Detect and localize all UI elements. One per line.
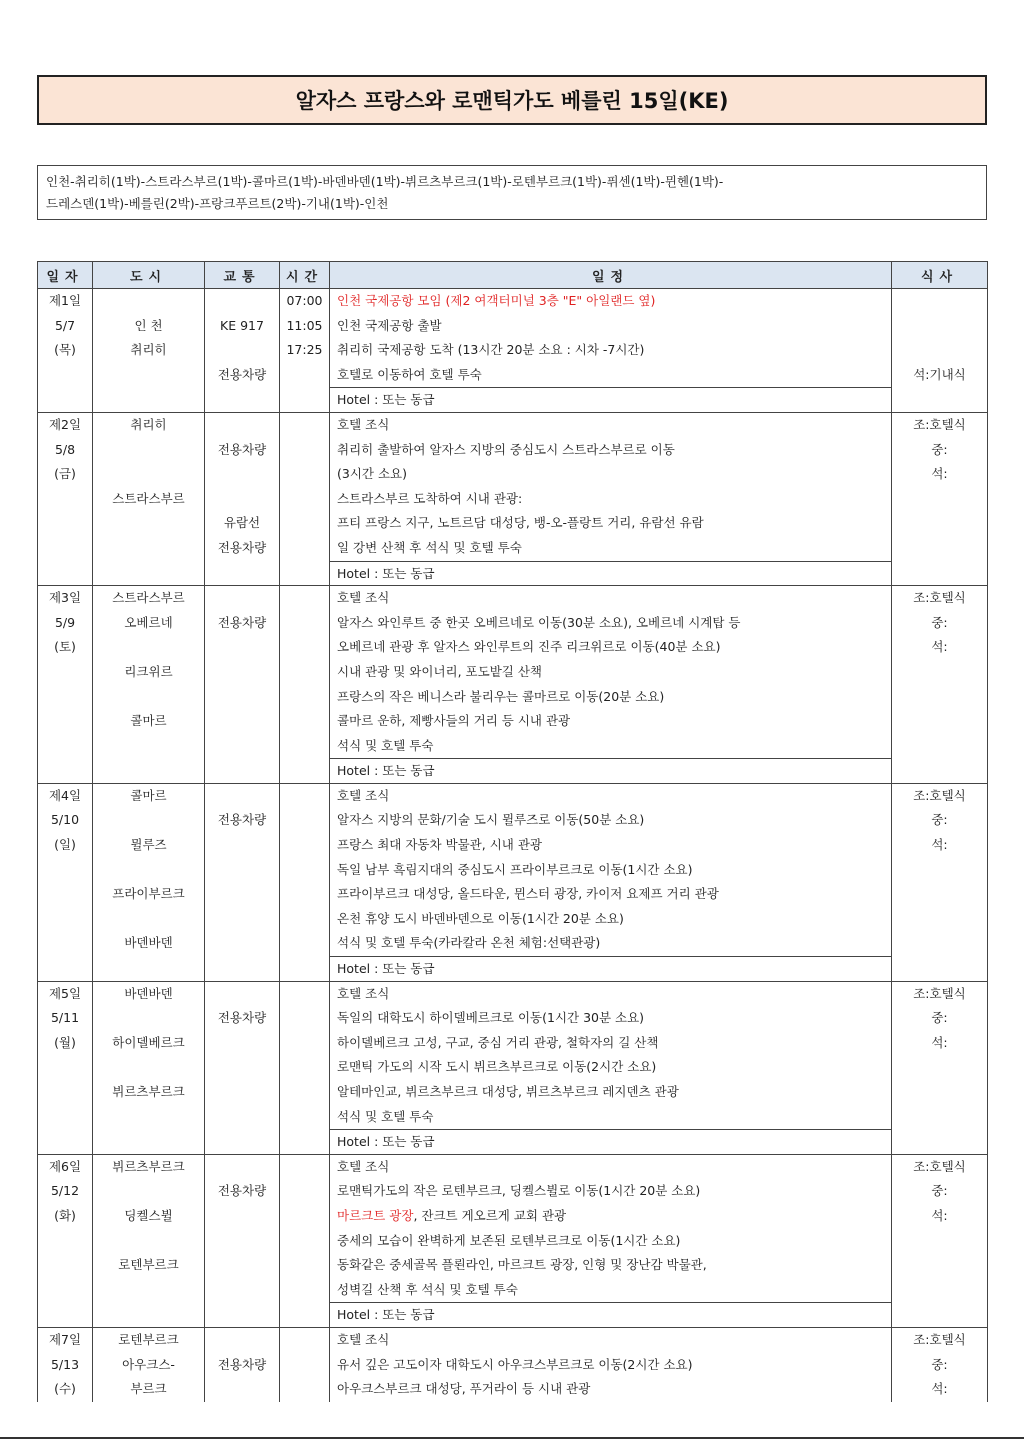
transport-cell xyxy=(205,1327,280,1401)
schedule-line: 동화같은 중세골목 플뢴라인, 마르크트 광장, 인형 및 장난감 박물관, xyxy=(337,1257,707,1273)
schedule-line: 프랑스의 작은 베니스라 불리우는 콜마르로 이동(20분 소요) xyxy=(337,688,665,704)
schedule-line: 호텔 조식 xyxy=(337,1158,390,1174)
day-cell xyxy=(38,981,93,1154)
meal-cell-line: 석:기내식 xyxy=(913,366,966,382)
day-cell-line: 제7일 xyxy=(48,1331,82,1347)
transport-cell xyxy=(205,289,280,413)
city-cell-line: 스트라스부르 xyxy=(112,590,185,606)
schedule-line: 독일의 대학도시 하이델베르크로 이동(1시간 30분 소요) xyxy=(337,1010,645,1026)
meal-cell-line: 석: xyxy=(931,639,948,655)
city-cell-line xyxy=(93,734,204,759)
day-cell-line: (토) xyxy=(54,639,76,655)
transport-cell xyxy=(205,586,280,784)
time-cell-line: 17:25 xyxy=(286,342,323,358)
city-cell-line xyxy=(93,438,204,463)
day-cell-line: 제6일 xyxy=(48,1158,82,1174)
hotel-line: Hotel : 또는 동급 xyxy=(330,387,891,412)
schedule-line: 호텔로 이동하여 호텔 투숙 xyxy=(337,366,482,382)
schedule-line: 시내 관광 및 와이너리, 포도밭길 산책 xyxy=(337,663,542,679)
header-city: 도시 xyxy=(93,262,205,289)
schedule-line: 석식 및 호텔 투숙(카라칼라 온천 체험:선택관광) xyxy=(337,935,601,951)
city-cell xyxy=(93,1154,205,1327)
city-cell-line xyxy=(93,1006,204,1031)
meal-cell-line xyxy=(892,289,987,314)
city-cell-line: 뮐루즈 xyxy=(130,837,167,853)
city-cell-line: 하이델베르크 xyxy=(112,1034,185,1050)
meal-cell xyxy=(892,783,988,981)
schedule-line: 호텔 조식 xyxy=(337,416,390,432)
city-cell-line xyxy=(93,858,204,883)
transport-cell-line xyxy=(205,1155,279,1180)
transport-cell xyxy=(205,981,280,1154)
meal-cell xyxy=(892,1154,988,1327)
schedule-line: 호텔 조식 xyxy=(337,590,390,606)
itinerary-title: 알자스 프랑스와 로맨틱가도 베를린 15일(KE) xyxy=(37,75,987,125)
transport-cell xyxy=(205,1154,280,1327)
city-cell-line: 프라이부르크 xyxy=(112,886,185,902)
city-cell-line xyxy=(93,561,204,586)
city-cell-line xyxy=(93,1302,204,1327)
meal-cell-line: 조:호텔식 xyxy=(913,985,966,1001)
schedule-table xyxy=(37,261,988,1402)
city-cell-line: 바덴바덴 xyxy=(124,935,173,951)
transport-cell-line xyxy=(205,561,279,586)
transport-cell-line xyxy=(205,982,279,1007)
city-cell-line: 스트라스부르 xyxy=(112,490,185,506)
city-cell-line: 인 천 xyxy=(134,317,163,333)
transport-cell xyxy=(205,412,280,585)
city-cell-line: 로텐부르크 xyxy=(118,1331,179,1347)
day-cell-line: 제3일 xyxy=(48,590,82,606)
table-header-row xyxy=(38,262,988,289)
table-row xyxy=(38,981,988,1154)
time-cell-line: 11:05 xyxy=(286,317,323,333)
city-cell-line: 취리히 xyxy=(130,416,167,432)
schedule-line: 로맨틱 가도의 시작 도시 뷔르츠부르크로 이동(2시간 소요) xyxy=(337,1059,657,1075)
header-time: 시간 xyxy=(280,262,330,289)
header-transport: 교통 xyxy=(205,262,280,289)
schedule-line: 중세의 모습이 완벽하게 보존된 로텐부르크로 이동(1시간 소요) xyxy=(337,1232,681,1248)
route-line-2: 드레스덴(1박)-베를린(2박)-프랑크푸르트(2박)-기내(1박)-인천 xyxy=(46,196,389,211)
city-cell xyxy=(93,586,205,784)
schedule-line: 프티 프랑스 지구, 노트르담 대성당, 뱅-오-플랑트 거리, 유람선 유람 xyxy=(337,515,704,531)
transport-cell-line: 전용차량 xyxy=(217,539,267,555)
schedule-line xyxy=(330,1204,891,1229)
transport-cell-line xyxy=(205,487,279,512)
schedule-line: 성벽길 산책 후 석식 및 호텔 투숙 xyxy=(337,1281,518,1297)
city-cell-line: 취리히 xyxy=(130,342,167,358)
schedule-line: 인천 국제공항 출발 xyxy=(337,317,442,333)
table-row xyxy=(38,1154,988,1327)
time-cell xyxy=(280,289,330,413)
schedule-line: 오베르네 관광 후 알자스 와인루트의 진주 리크위르로 이동(40분 소요) xyxy=(337,639,721,655)
city-cell-line xyxy=(93,1129,204,1154)
day-cell xyxy=(38,586,93,784)
table-row xyxy=(38,783,988,981)
day-cell xyxy=(38,783,93,981)
time-cell-line: 07:00 xyxy=(286,293,323,308)
schedule-cell xyxy=(330,412,892,585)
schedule-line: 유서 깊은 고도이자 대학도시 아우크스부르크로 이동(2시간 소요) xyxy=(337,1356,693,1372)
day-cell-line: (화) xyxy=(54,1207,76,1223)
city-cell-line xyxy=(93,289,204,314)
schedule-line: 알테마인교, 뷔르츠부르크 대성당, 뷔르츠부르크 레지덴츠 관광 xyxy=(337,1084,679,1099)
city-cell xyxy=(93,289,205,413)
transport-cell-line xyxy=(205,462,279,487)
table-row xyxy=(38,586,988,784)
schedule-line: 프랑스 최대 자동차 박물관, 시내 관광 xyxy=(337,837,542,853)
schedule-line: 로맨틱가도의 작은 로텐부르크, 딩켈스뷜로 이동(1시간 20분 소요) xyxy=(337,1183,701,1199)
meal-cell-line: 조:호텔식 xyxy=(913,416,966,432)
city-cell-line: 콜마르 xyxy=(130,713,167,729)
day-cell-line: (월) xyxy=(54,1034,76,1050)
meal-cell-line: 조:호텔식 xyxy=(913,590,966,606)
transport-cell-line: 전용차량 xyxy=(217,1010,267,1026)
schedule-line: 일 강변 산책 후 석식 및 호텔 투숙 xyxy=(337,539,522,555)
time-cell-line xyxy=(280,363,329,388)
schedule-line: 인천 국제공항 모임 (제2 여객터미널 3층 "E" 아일랜드 옆) xyxy=(337,293,656,308)
day-cell-line: 제4일 xyxy=(48,787,82,803)
time-cell xyxy=(280,1327,330,1401)
schedule-cell xyxy=(330,1154,892,1327)
city-cell-line: 아우크스- xyxy=(122,1356,175,1372)
city-cell-line xyxy=(93,1229,204,1254)
meal-cell-line: 중: xyxy=(931,614,948,630)
day-cell-line: 제1일 xyxy=(48,293,82,308)
meal-cell-line: 석: xyxy=(931,837,948,853)
transport-cell-line: 전용차량 xyxy=(217,812,267,828)
city-cell xyxy=(93,1327,205,1401)
header-day: 일자 xyxy=(38,262,93,289)
city-cell-line: 리크위르 xyxy=(124,663,173,679)
day-cell-line: 5/8 xyxy=(54,441,76,457)
city-cell-line: 부르크 xyxy=(130,1381,167,1397)
schedule-line: 호텔 조식 xyxy=(337,787,390,803)
city-cell xyxy=(93,412,205,585)
city-cell-line xyxy=(93,511,204,536)
schedule-cell xyxy=(330,1327,892,1401)
schedule-cell xyxy=(330,783,892,981)
city-cell-line xyxy=(93,907,204,932)
schedule-line: (3시간 소요) xyxy=(337,466,407,482)
city-cell-line: 오베르네 xyxy=(124,614,173,630)
day-cell-line: 제5일 xyxy=(48,985,82,1001)
schedule-line: 호텔 조식 xyxy=(337,985,390,1001)
city-cell-line: 뷔르츠부르크 xyxy=(112,1158,185,1174)
city-cell-line: 로텐부르크 xyxy=(118,1257,179,1273)
schedule-line: 취리히 출발하여 알자스 지방의 중심도시 스트라스부르로 이동 xyxy=(337,441,675,457)
header-meal: 식사 xyxy=(892,262,988,289)
city-cell-line xyxy=(93,758,204,783)
transport-cell-line xyxy=(205,289,279,314)
city-cell-line xyxy=(93,536,204,561)
meal-cell xyxy=(892,981,988,1154)
transport-cell-line: 유람선 xyxy=(223,515,261,531)
meal-cell-line: 조:호텔식 xyxy=(913,1331,966,1347)
day-cell-line: 5/7 xyxy=(54,317,76,333)
hotel-line: Hotel : 또는 동급 xyxy=(330,561,891,586)
schedule-line: 콜마르 운하, 제빵사들의 거리 등 시내 관광 xyxy=(337,713,571,729)
schedule-cell xyxy=(330,586,892,784)
highlight-text: 마르크트 광장 xyxy=(337,1207,414,1223)
day-cell xyxy=(38,289,93,413)
city-cell-line xyxy=(93,1105,204,1130)
city-cell-line xyxy=(93,808,204,833)
day-cell-line: 5/13 xyxy=(50,1356,80,1372)
meal-cell xyxy=(892,412,988,585)
city-cell-line xyxy=(93,462,204,487)
meal-cell-line xyxy=(892,314,987,339)
schedule-line: 알자스 와인루트 중 한곳 오베르네로 이동(30분 소요), 오베르네 시계탑 등 xyxy=(337,614,741,630)
schedule-cell xyxy=(330,981,892,1154)
route-summary xyxy=(37,165,987,220)
city-cell-line xyxy=(93,635,204,660)
hotel-line: Hotel : 또는 동급 xyxy=(330,956,891,981)
meal-cell-line: 중: xyxy=(931,441,948,457)
city-cell-line: 바덴바덴 xyxy=(124,985,173,1001)
table-row xyxy=(38,412,988,585)
schedule-line: 독일 남부 흑림지대의 중심도시 프라이부르크로 이동(1시간 소요) xyxy=(337,861,693,877)
city-cell-line: 딩켈스뷜 xyxy=(124,1207,173,1223)
meal-cell xyxy=(892,1327,988,1401)
transport-cell xyxy=(205,783,280,981)
transport-cell-line: 전용차량 xyxy=(217,441,267,457)
city-cell-line xyxy=(93,1179,204,1204)
schedule-line: 호텔 조식 xyxy=(337,1331,390,1347)
transport-cell-line xyxy=(205,413,279,438)
time-cell xyxy=(280,783,330,981)
schedule-line: 하이델베르크 고성, 구교, 중심 거리 관광, 철학자의 길 산책 xyxy=(337,1034,659,1050)
day-cell-line: 제2일 xyxy=(48,416,82,432)
meal-cell-line: 중: xyxy=(931,1010,948,1026)
day-cell-line: 5/9 xyxy=(54,614,76,630)
meal-cell-line: 석: xyxy=(931,466,948,482)
city-cell-line: 콜마르 xyxy=(130,787,167,803)
table-row xyxy=(38,289,988,413)
time-cell xyxy=(280,1154,330,1327)
schedule-line: 취리히 국제공항 도착 (13시간 20분 소요 : 시차 -7시간) xyxy=(337,342,645,358)
city-cell-line xyxy=(93,363,204,388)
schedule-line: 석식 및 호텔 투숙 xyxy=(337,737,434,753)
transport-cell-line: 전용차량 xyxy=(217,614,267,630)
schedule-line: 온천 휴양 도시 바덴바덴으로 이동(1시간 20분 소요) xyxy=(337,910,624,926)
day-cell-line: 5/11 xyxy=(50,1010,80,1026)
meal-cell-line: 석: xyxy=(931,1034,948,1050)
day-cell-line: (목) xyxy=(54,342,76,358)
meal-cell-line xyxy=(892,387,987,412)
schedule-line: 알자스 지방의 문화/기술 도시 뮐루즈로 이동(50분 소요) xyxy=(337,812,645,828)
city-cell xyxy=(93,783,205,981)
header-schedule: 일정 xyxy=(330,262,892,289)
transport-cell-line: 전용차량 xyxy=(217,366,267,382)
meal-cell-line: 조:호텔식 xyxy=(913,1158,966,1174)
day-cell-line: 5/12 xyxy=(50,1183,80,1199)
city-cell-line xyxy=(93,1278,204,1303)
day-cell xyxy=(38,1327,93,1401)
time-cell xyxy=(280,981,330,1154)
schedule-line: 석식 및 호텔 투숙 xyxy=(337,1108,434,1124)
time-cell-line xyxy=(280,387,329,412)
transport-cell-line: KE 917 xyxy=(220,317,264,333)
day-cell-line: (금) xyxy=(54,466,76,482)
meal-cell xyxy=(892,586,988,784)
meal-cell-line: 중: xyxy=(931,812,948,828)
city-cell-line xyxy=(93,685,204,710)
meal-cell-line: 조:호텔식 xyxy=(913,787,966,803)
meal-cell xyxy=(892,289,988,413)
time-cell xyxy=(280,586,330,784)
time-cell xyxy=(280,412,330,585)
meal-cell-line xyxy=(892,338,987,363)
day-cell xyxy=(38,1154,93,1327)
schedule-line: 아우크스부르크 대성당, 푸거라이 등 시내 관광 xyxy=(337,1381,591,1397)
meal-cell-line: 중: xyxy=(931,1183,948,1199)
hotel-line: Hotel : 또는 동급 xyxy=(330,1302,891,1327)
city-cell-line xyxy=(93,956,204,981)
schedule-line: 스트라스부르 도착하여 시내 관광: xyxy=(337,490,523,506)
day-cell xyxy=(38,412,93,585)
city-cell-line xyxy=(93,387,204,412)
meal-cell-line: 석: xyxy=(931,1207,948,1223)
day-cell-line: 5/10 xyxy=(50,812,80,828)
city-cell-line xyxy=(93,1055,204,1080)
schedule-text: , 잔크트 게오르게 교회 관광 xyxy=(413,1207,567,1223)
transport-cell-line xyxy=(205,338,279,363)
schedule-line: 프라이부르크 대성당, 올드타운, 뮌스터 광장, 카이저 요제프 거리 관광 xyxy=(337,886,719,902)
transport-cell-line: 전용차량 xyxy=(217,1183,267,1199)
transport-cell-line xyxy=(205,387,279,412)
day-cell-line: (수) xyxy=(54,1381,76,1397)
route-line-1: 인천-취리히(1박)-스트라스부르(1박)-콜마르(1박)-바덴바덴(1박)-뷔르츠부르크(1박)-로텐부르크(1박)-퓌센(1박)-뮌헨(1박)- xyxy=(46,174,724,189)
city-cell xyxy=(93,981,205,1154)
meal-cell-line: 중: xyxy=(931,1356,948,1372)
table-row xyxy=(38,1327,988,1401)
transport-cell-line xyxy=(205,586,279,611)
meal-cell-line: 석: xyxy=(931,1381,948,1397)
transport-cell-line xyxy=(205,1328,279,1353)
schedule-cell xyxy=(330,289,892,413)
city-cell-line: 뷔르츠부르크 xyxy=(112,1084,185,1099)
day-cell-line: (일) xyxy=(54,837,76,853)
transport-cell-line xyxy=(205,784,279,809)
hotel-line: Hotel : 또는 동급 xyxy=(330,1129,891,1154)
transport-cell-line: 전용차량 xyxy=(217,1356,267,1372)
hotel-line: Hotel : 또는 동급 xyxy=(330,758,891,783)
